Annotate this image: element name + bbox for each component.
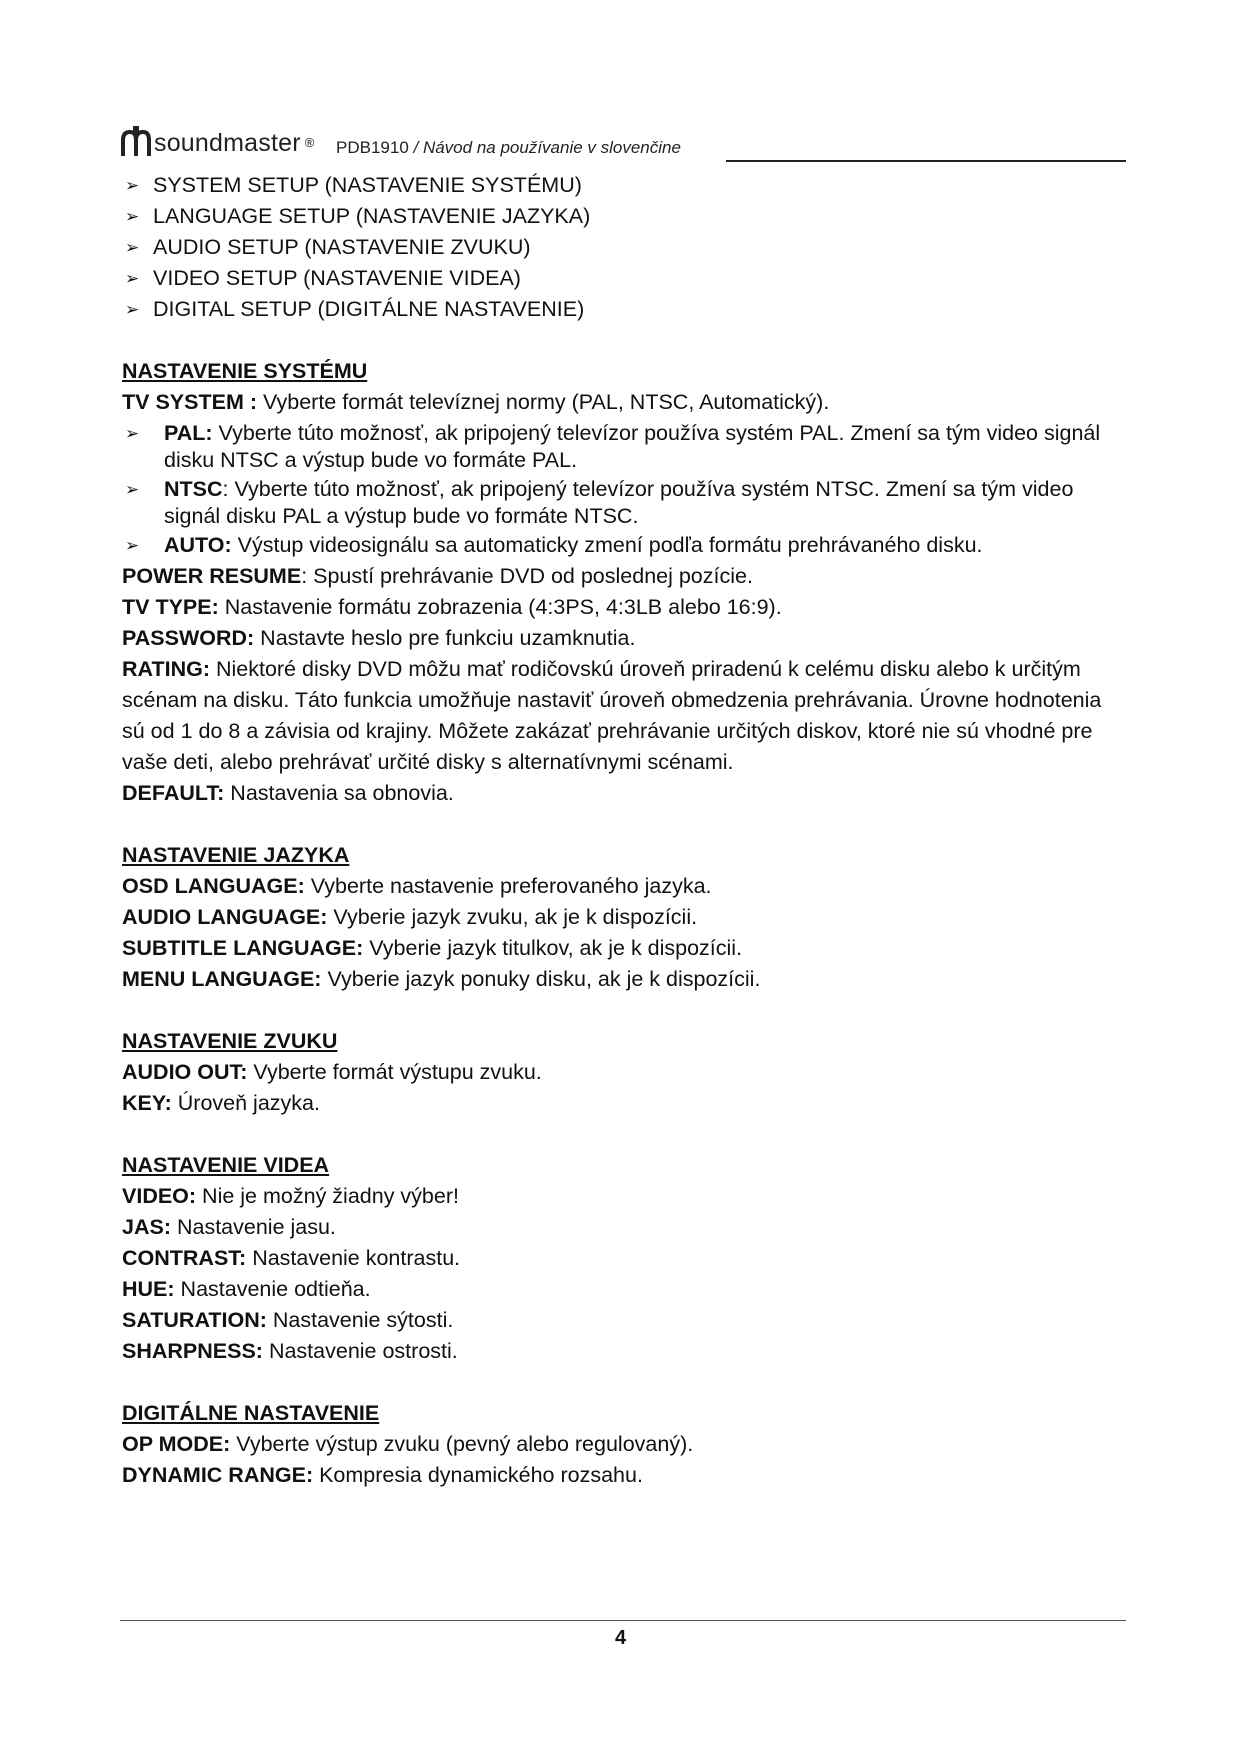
- list-item: ➢ PAL: Vyberte túto možnosť, ak pripojený televízor používa systém PAL. Zmení sa tým video signál disku NTSC a výstup bude vo formáte PAL.: [125, 421, 1101, 472]
- tv-system-entry: TV SYSTEM : Vyberte formát televíznej normy (PAL, NTSC, Automatický).: [122, 390, 830, 414]
- section-title-audio: NASTAVENIE ZVUKU: [122, 1029, 338, 1053]
- list-item: ➢ AUTO: Výstup videosignálu sa automaticky zmení podľa formátu prehrávaného disku.: [125, 533, 983, 557]
- audio-language-entry: AUDIO LANGUAGE: Vyberie jazyk zvuku, ak je k dispozícii.: [122, 905, 698, 929]
- op-mode-entry: OP MODE: Vyberte výstup zvuku (pevný alebo regulovaný).: [122, 1432, 694, 1456]
- page-header: [120, 118, 1126, 164]
- document-subtitle: Návod na používanie v slovenčine: [422, 138, 681, 157]
- arrow-bullet-icon: ➢: [125, 480, 140, 499]
- section-title-video: NASTAVENIE VIDEA: [122, 1153, 330, 1177]
- video-entry: VIDEO: Nie je možný žiadny výber!: [122, 1184, 459, 1208]
- tv-type-entry: TV TYPE: Nastavenie formátu zobrazenia (4:3PS, 4:3LB alebo 16:9).: [122, 595, 782, 619]
- list-item: ➢ DIGITAL SETUP (DIGITÁLNE NASTAVENIE): [122, 294, 1112, 325]
- soundmaster-logo-icon: [120, 126, 152, 156]
- list-item: ➢ VIDEO SETUP (NASTAVENIE VIDEA): [122, 263, 1112, 294]
- model-number: PDB1910: [336, 138, 409, 157]
- footer-rule: [120, 1620, 1126, 1621]
- section-title-language: NASTAVENIE JAZYKA: [122, 843, 350, 867]
- section-title-digital: DIGITÁLNE NASTAVENIE: [122, 1401, 380, 1425]
- audio-out-entry: AUDIO OUT: Vyberte formát výstupu zvuku.: [122, 1060, 542, 1084]
- list-item: ➢ AUDIO SETUP (NASTAVENIE ZVUKU): [122, 232, 1112, 263]
- setup-menu-list: [122, 170, 1112, 325]
- page-content: [122, 170, 1112, 1491]
- default-entry: DEFAULT: Nastavenia sa obnovia.: [122, 781, 454, 805]
- rating-entry: RATING: Niektoré disky DVD môžu mať rodičovskú úroveň priradenú k celému disku alebo k určitým scénam na disku. Táto funkcia umožňuje nastaviť úroveň obmedzenia prehrávania. Úrovne hodnotenia sú od 1 do 8 a závisia od krajiny. Môžete zakázať prehrávanie určitých diskov, ktoré nie sú vhodné pre vaše deti, alebo prehrávať určité disky s alternatívnymi scénami.: [122, 657, 1102, 774]
- brand-logo: [120, 126, 314, 156]
- key-entry: KEY: Úroveň jazyka.: [122, 1091, 320, 1115]
- saturation-entry: SATURATION: Nastavenie sýtosti.: [122, 1308, 454, 1332]
- document-title: [336, 138, 681, 158]
- arrow-bullet-icon: ➢: [125, 207, 140, 226]
- menu-language-entry: MENU LANGUAGE: Vyberie jazyk ponuky disku, ak je k dispozícii.: [122, 967, 761, 991]
- arrow-bullet-icon: ➢: [125, 176, 140, 195]
- arrow-bullet-icon: ➢: [125, 424, 140, 443]
- arrow-bullet-icon: ➢: [125, 536, 140, 555]
- arrow-bullet-icon: ➢: [125, 238, 140, 257]
- page-number: 4: [614, 1627, 627, 1649]
- password-entry: PASSWORD: Nastavte heslo pre funkciu uzamknutia.: [122, 626, 636, 650]
- sharpness-entry: SHARPNESS: Nastavenie ostrosti.: [122, 1339, 458, 1363]
- osd-language-entry: OSD LANGUAGE: Vyberte nastavenie preferovaného jazyka.: [122, 874, 712, 898]
- title-separator: /: [408, 138, 423, 157]
- arrow-bullet-icon: ➢: [125, 300, 140, 319]
- brand-name: soundmaster: [154, 129, 301, 157]
- power-resume-entry: POWER RESUME: Spustí prehrávanie DVD od poslednej pozície.: [122, 564, 753, 588]
- contrast-entry: CONTRAST: Nastavenie kontrastu.: [122, 1246, 461, 1270]
- hue-entry: HUE: Nastavenie odtieňa.: [122, 1277, 371, 1301]
- list-item: ➢ LANGUAGE SETUP (NASTAVENIE JAZYKA): [122, 201, 1112, 232]
- section-title-system: NASTAVENIE SYSTÉMU: [122, 359, 368, 383]
- tv-system-options: [122, 420, 1112, 559]
- header-rule: [726, 160, 1126, 162]
- subtitle-language-entry: SUBTITLE LANGUAGE: Vyberie jazyk titulkov, ak je k dispozícii.: [122, 936, 743, 960]
- arrow-bullet-icon: ➢: [125, 269, 140, 288]
- list-item: ➢ NTSC: Vyberte túto možnosť, ak pripojený televízor používa systém NTSC. Zmení sa tým video signál disku PAL a výstup bude vo formáte NTSC.: [125, 477, 1074, 528]
- jas-entry: JAS: Nastavenie jasu.: [122, 1215, 336, 1239]
- list-item: ➢ SYSTEM SETUP (NASTAVENIE SYSTÉMU): [122, 170, 1112, 201]
- dynamic-range-entry: DYNAMIC RANGE: Kompresia dynamického rozsahu.: [122, 1463, 643, 1487]
- registered-mark: ®: [304, 135, 315, 150]
